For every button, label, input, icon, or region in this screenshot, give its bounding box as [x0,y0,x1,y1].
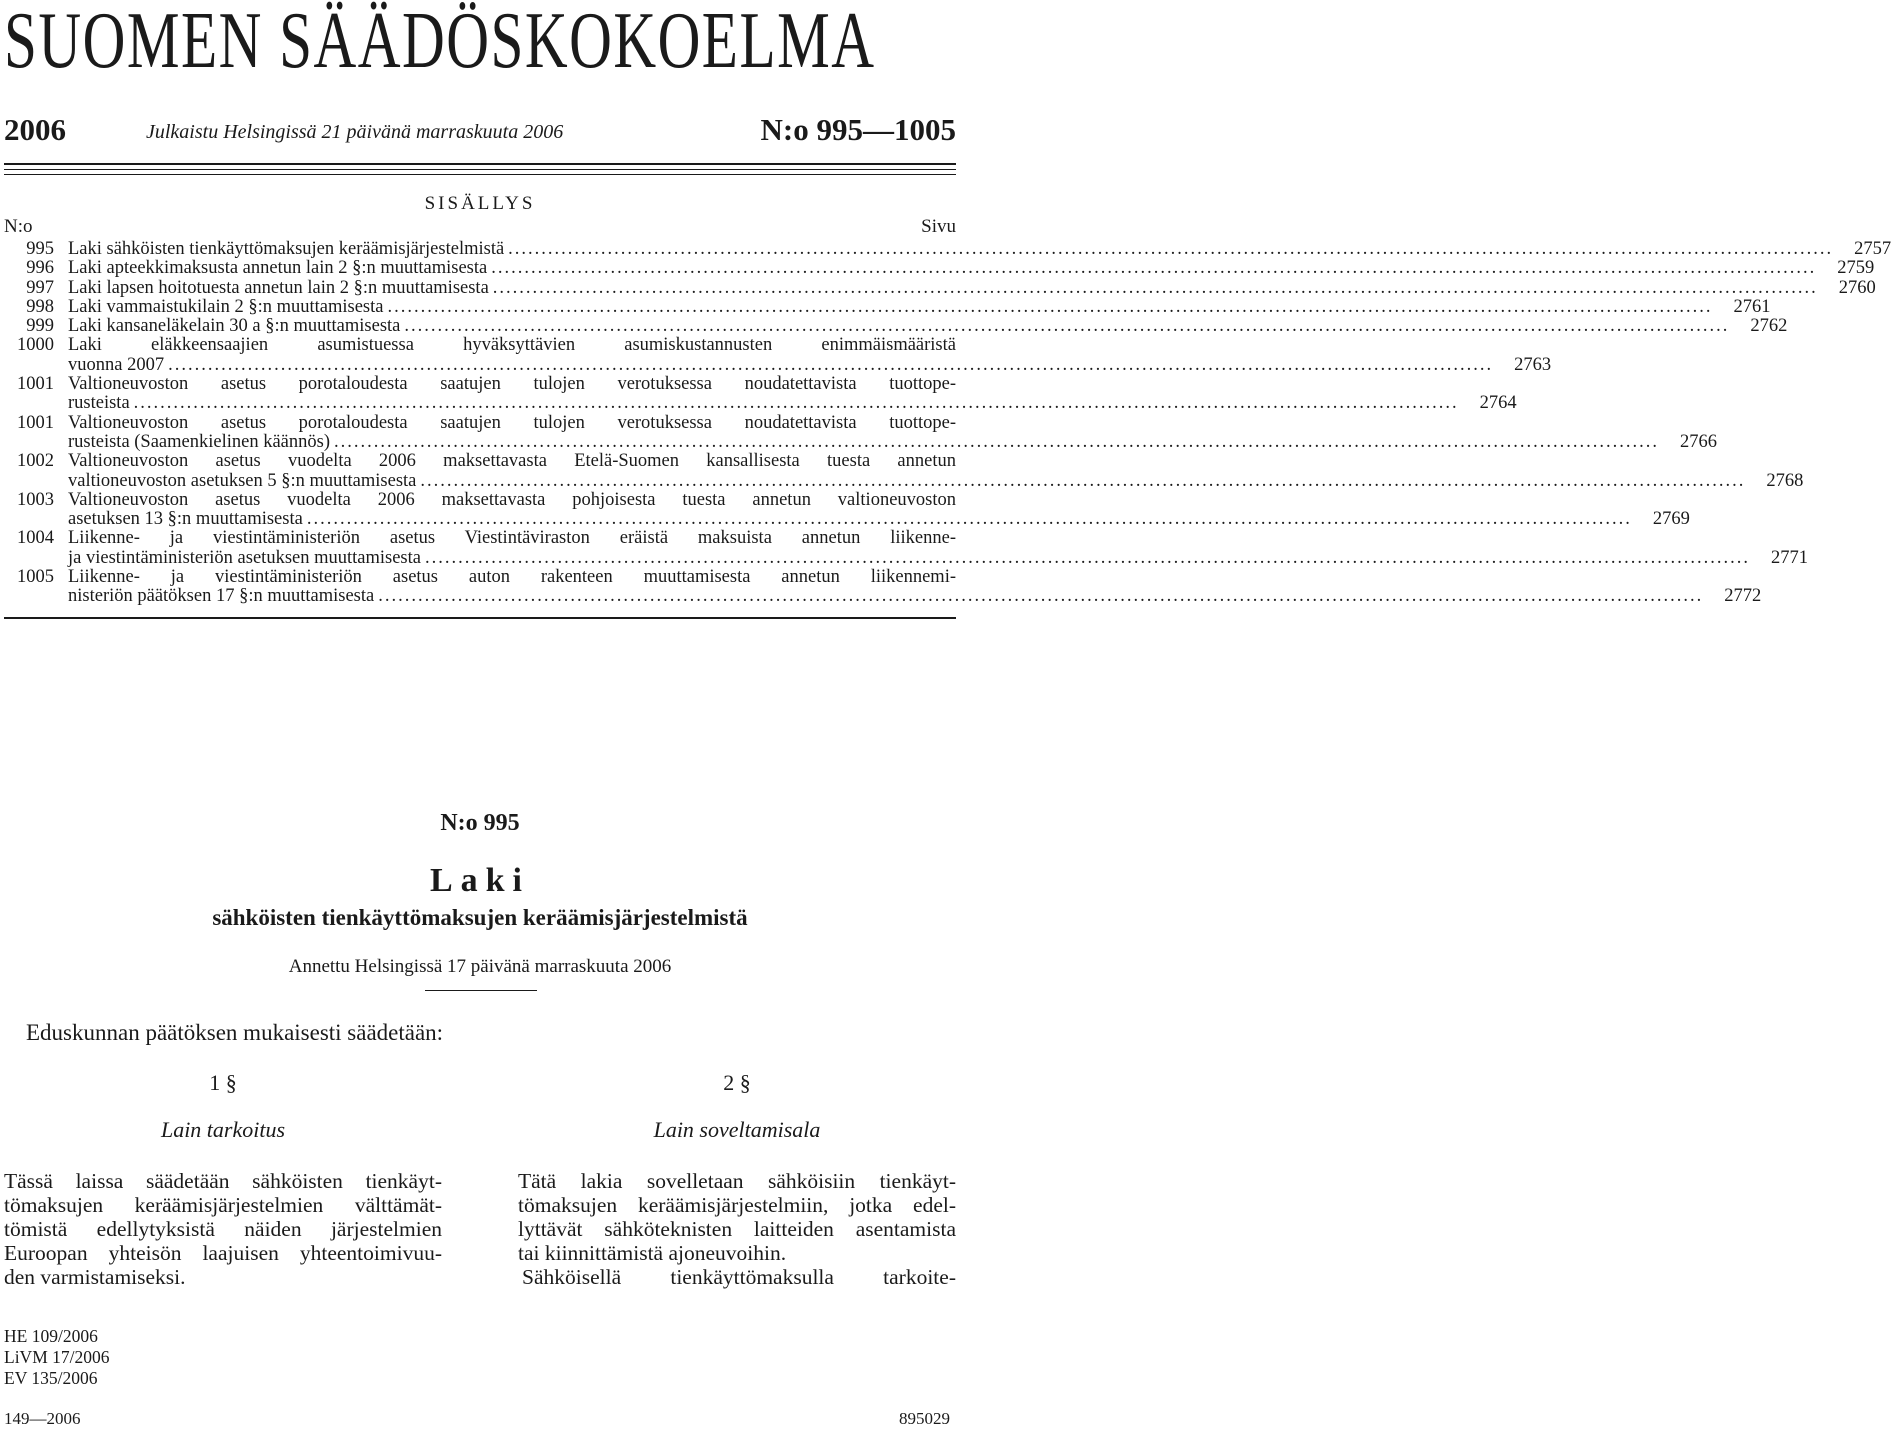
toc-entry-title: Laki lapsen hoitotuesta annetun lain 2 §:n muuttamisesta [68,277,489,298]
publication-date: Julkaistu Helsingissä 21 päivänä marraskuuta 2006 [146,121,564,143]
toc-entry [4,335,1552,375]
toc-entry [4,316,1788,337]
act-type: Laki [429,862,531,899]
toc-entry [4,239,1891,259]
toc-entry [4,296,1771,317]
toc-entry-title: Laki vammaistukilain 2 §:n muuttamisesta [68,296,384,317]
section-text-line: lyttävät sähköteknisten laitteiden asentamista [518,1217,956,1241]
act-number: N:o 995 [440,810,520,836]
toc-entry-body [68,567,1762,607]
section-text-line: tai kiinnittämistä ajoneuvoihin. [518,1241,787,1265]
section-2-text [518,1169,956,1289]
toc-entry-number: 996 [26,258,54,279]
toc-entry-title: Laki kansaneläkelain 30 a §:n muuttamisesta [68,316,401,337]
leader-dots: ........................................................................................................................................................................................................ [168,354,1494,375]
toc-entry-body [68,489,1690,530]
toc-entry-page: 2771 [1770,547,1808,568]
toc-entry-line: Valtioneuvoston asetus porotaloudesta saatujen tulojen verotuksessa noudatettavista tuottope- [68,412,956,433]
toc-entry-body [68,412,1717,453]
toc-entry-title: valtioneuvoston asetuksen 5 §:n muuttamisesta [68,470,417,491]
toc-entry-number: 1001 [17,412,54,433]
toc-entry-number: 1005 [17,567,54,588]
toc-entry-page: 2772 [1724,586,1762,607]
section-text-line: Tätä lakia sovelletaan sähköisiin tienkäyt- [518,1169,956,1193]
toc-column-number: N:o [4,216,33,237]
toc-entry-body [68,528,1808,568]
section-2-title: Lain soveltamisala [653,1117,821,1142]
toc-column-page: Sivu [921,216,956,237]
toc-entry-number: 1002 [17,451,54,472]
leader-dots: ........................................................................................................................................................................................................ [424,547,1750,568]
footer-number: 895029 [899,1409,950,1428]
toc-entry-body [68,374,1517,414]
toc-entry-number: 997 [26,277,54,298]
toc-entry [4,258,1875,279]
toc-entry [4,374,1517,414]
toc-entry-last-line [68,258,1875,279]
toc-entry-last-line [68,586,1762,607]
issue-year: 2006 [4,112,66,147]
toc-entry-title: Laki apteekkimaksusta annetun lain 2 §:n muuttamisesta [68,258,488,279]
section-1-title: Lain tarkoitus [160,1117,286,1142]
toc-entry-last-line [68,316,1788,337]
section-text-line: Tässä laissa säädetään sähköisten tienkäyt- [4,1169,442,1193]
toc-entry-last-line [68,354,1552,375]
toc-entry [4,489,1690,530]
toc-entry-page: 2762 [1750,316,1788,337]
toc-entry [4,277,1876,298]
publication-title: SUOMEN SÄÄDÖSKOKOELMA [4,0,876,85]
toc-entry-page: 2763 [1514,354,1552,375]
toc-entry-line: Liikenne- ja viestintäministeriön asetus Viestintäviraston eräistä maksuista annetun liikenne- [68,528,956,549]
leader-dots: ........................................................................................................................................................................................................ [133,393,1459,414]
toc-entry-line: Laki eläkkeensaajien asumistuessa hyväksyttävien asumiskustannusten enimmäismääristä [68,335,956,356]
toc-entry-last-line [68,239,1891,259]
toc-entry-page: 2764 [1479,393,1517,414]
toc-entry-title: ja viestintäministeriön asetuksen muuttamisesta [68,547,421,568]
section-text-line: tömistä edellytyksistä näiden järjestelmien [4,1217,442,1241]
header-rule [4,169,956,170]
toc-entry-title: nisteriön päätöksen 17 §:n muuttamisesta [68,586,375,607]
toc-entry-last-line [68,547,1808,568]
toc-entry-title: Laki sähköisten tienkäyttömaksujen keräämisjärjestelmistä [68,239,505,259]
toc-entry-line: Valtioneuvoston asetus vuodelta 2006 maksettavasta Etelä-Suomen kansallisesta tuesta annetun [68,451,956,472]
section-text-line: den varmistamiseksi. [4,1265,186,1289]
toc-entry [4,528,1808,568]
toc-entry-last-line [68,393,1517,414]
footer-code: 149—2006 [4,1409,81,1428]
toc-entry-body [68,239,1891,259]
toc-entry-last-line [68,470,1804,491]
toc-entry-title: rusteista [68,393,130,414]
reference-livm: LiVM 17/2006 [4,1347,110,1367]
toc-entry-number: 998 [26,296,54,317]
leader-dots: ........................................................................................................................................................................................................ [334,431,1659,452]
header-rule [4,163,956,165]
leader-dots: ........................................................................................................................................................................................................ [491,258,1817,279]
section-2-number: 2 § [723,1070,751,1095]
toc-entry-title: rusteista (Saamenkielinen käännös) [68,431,330,452]
leader-dots: ........................................................................................................................................................................................................ [306,509,1632,530]
header-rule [4,174,956,175]
leader-dots: ........................................................................................................................................................................................................ [420,470,1746,491]
toc-entry-body [68,258,1875,279]
reference-ev: EV 135/2006 [4,1368,98,1388]
section-text-line: Euroopan yhteisön laajuisen yhteentoimivuu- [4,1241,442,1265]
toc-entry-line: Valtioneuvoston asetus vuodelta 2006 maksettavasta pohjoisesta tuesta annetun valtioneuvoston [68,489,956,510]
toc-entry-page: 2768 [1766,470,1804,491]
toc-entry-number: 1004 [17,528,54,549]
toc-entry-number: 1003 [17,489,54,510]
toc-entry-body [68,451,1804,491]
leader-dots: ........................................................................................................................................................................................................ [508,239,1834,259]
section-text-line: tömaksujen keräämisjärjestelmiin, jotka edel- [518,1193,956,1217]
issue-numbers: N:o 995—1005 [760,112,956,147]
toc-entry-body [68,335,1552,375]
issue-header [4,112,956,152]
reference-he: HE 109/2006 [4,1326,98,1346]
toc-entry [4,567,1762,607]
toc-entry-number: 999 [26,316,54,337]
toc-entry-last-line [68,296,1771,317]
toc-entry-body [68,296,1771,317]
toc-entry-line: Valtioneuvoston asetus porotaloudesta saatujen tulojen verotuksessa noudatettavista tuottope- [68,374,956,395]
toc-entry [4,412,1717,453]
leader-dots: ........................................................................................................................................................................................................ [404,316,1730,337]
section-text-line: tömaksujen keräämisjärjestelmien välttämät- [4,1193,442,1217]
toc-entry-page: 2760 [1838,277,1876,298]
toc-entry-number: 1000 [17,335,54,356]
section-1-number: 1 § [209,1070,237,1095]
act-given-date: Annettu Helsingissä 17 päivänä marraskuuta 2006 [288,956,672,977]
toc-entry-title: asetuksen 13 §:n muuttamisesta [68,509,303,530]
toc-entry [4,451,1804,491]
toc-entry-last-line [68,277,1876,298]
toc-bottom-rule [4,617,956,619]
section-text-line: Sähköisellä tienkäyttömaksulla tarkoite- [522,1265,956,1289]
leader-dots: ........................................................................................................................................................................................................ [492,277,1818,298]
toc-entry-page: 2766 [1680,431,1717,452]
short-divider [425,990,537,991]
toc-entry-title: vuonna 2007 [68,354,165,375]
toc-entry-page: 2757 [1854,239,1891,259]
toc-entry-page: 2759 [1837,258,1875,279]
toc-heading: SISÄLLYS [424,193,536,214]
toc-entry-page: 2769 [1652,509,1690,530]
toc-entry-last-line [68,509,1690,530]
toc-entry-last-line [68,431,1717,452]
toc-entry-number: 995 [26,239,54,259]
toc-entry-number: 1001 [17,374,54,395]
toc-entry-body [68,277,1876,298]
section-1-text [4,1169,442,1289]
toc-entry-body [68,316,1788,337]
toc-entry-line: Liikenne- ja viestintäministeriön asetus auton rakenteen muuttamisesta annetun liikennemi- [68,567,956,588]
table-of-contents [4,239,1891,607]
enactment-clause: Eduskunnan päätöksen mukaisesti säädetään: [26,1020,444,1045]
leader-dots: ........................................................................................................................................................................................................ [387,296,1713,317]
toc-entry-page: 2761 [1733,296,1771,317]
act-subtitle: sähköisten tienkäyttömaksujen keräämisjärjestelmistä [212,905,748,930]
legislative-references [4,1326,110,1389]
leader-dots: ........................................................................................................................................................................................................ [378,586,1704,607]
